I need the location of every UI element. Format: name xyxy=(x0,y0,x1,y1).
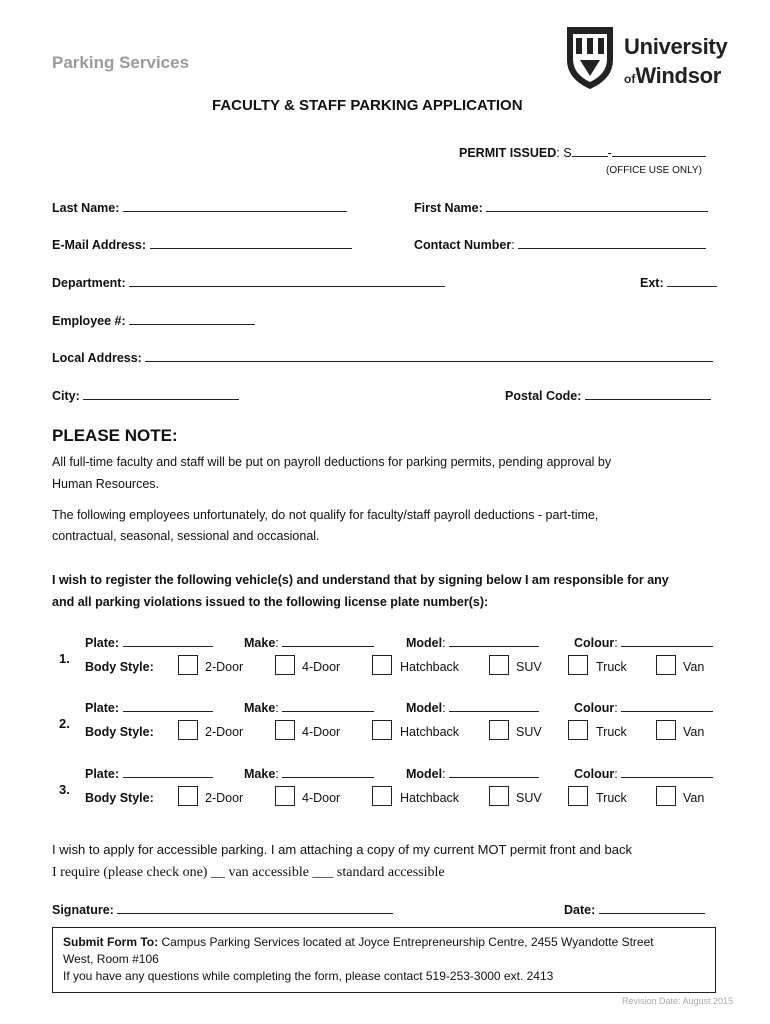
submit-line3: If you have any questions while completing the form, please contact 519-253-3000 ext. 2413 xyxy=(63,969,554,983)
first-name-row xyxy=(414,199,708,215)
make-label: Make xyxy=(244,636,276,650)
plate-row xyxy=(85,765,213,781)
email-field[interactable] xyxy=(150,236,352,249)
model-field[interactable] xyxy=(449,634,539,647)
signature-field[interactable] xyxy=(117,901,393,914)
last-name-label: Last Name: xyxy=(52,201,120,215)
university-of: of xyxy=(624,72,636,86)
permit-issued xyxy=(459,144,706,160)
model-label: Model xyxy=(406,636,443,650)
body-style-option: 2-Door xyxy=(205,791,244,805)
city-field[interactable] xyxy=(83,387,239,400)
body-style-checkbox[interactable] xyxy=(275,786,295,806)
local-address-field[interactable] xyxy=(145,349,713,362)
university-logo xyxy=(566,26,742,92)
make-row xyxy=(244,765,374,781)
first-name-label: First Name: xyxy=(414,201,483,215)
body-style-option: Truck xyxy=(596,660,627,674)
local-address-row xyxy=(52,349,713,365)
colour-label: Colour xyxy=(574,636,615,650)
body-style-checkbox[interactable] xyxy=(178,720,198,740)
body-style-option: Hatchback xyxy=(400,660,460,674)
colour-label: Colour xyxy=(574,767,615,781)
body-style-checkbox[interactable] xyxy=(372,720,392,740)
plate-field[interactable] xyxy=(123,699,213,712)
city-label: City: xyxy=(52,389,80,403)
vehicle-number: 1. xyxy=(59,651,70,666)
plate-label: Plate: xyxy=(85,636,120,650)
permit-field-2[interactable] xyxy=(612,144,706,157)
form-title: FACULTY & STAFF PARKING APPLICATION xyxy=(212,97,523,114)
employee-field[interactable] xyxy=(129,312,255,325)
body-style-checkbox[interactable] xyxy=(568,720,588,740)
body-style-option: Hatchback xyxy=(400,791,460,805)
permit-label: PERMIT ISSUED xyxy=(459,146,557,160)
make-label: Make xyxy=(244,767,276,781)
please-note-heading: PLEASE NOTE: xyxy=(52,426,178,445)
plate-label: Plate: xyxy=(85,701,120,715)
register-line2: and all parking violations issued to the following license plate number(s): xyxy=(52,595,489,609)
permit-sep: - xyxy=(607,146,612,160)
email-row xyxy=(52,236,352,252)
body-style-label: Body Style: xyxy=(85,791,154,805)
first-name-field[interactable] xyxy=(486,199,708,212)
email-label: E-Mail Address: xyxy=(52,238,147,252)
model-field[interactable] xyxy=(449,699,539,712)
signature-label: Signature: xyxy=(52,903,114,917)
university-line2 xyxy=(624,63,721,89)
department-label: Department: xyxy=(52,276,126,290)
last-name-row xyxy=(52,199,347,215)
body-style-option: Van xyxy=(683,791,705,805)
make-label: Make xyxy=(244,701,276,715)
submit-line2: West, Room #106 xyxy=(63,952,159,966)
body-style-checkbox[interactable] xyxy=(372,655,392,675)
body-style-checkbox[interactable] xyxy=(275,655,295,675)
plate-field[interactable] xyxy=(123,765,213,778)
body-style-option: SUV xyxy=(516,791,542,805)
model-label: Model xyxy=(406,767,443,781)
contact-colon: : xyxy=(511,238,515,252)
submit-label: Submit Form To: xyxy=(63,935,159,949)
make-colon: : xyxy=(275,767,279,781)
plate-field[interactable] xyxy=(123,634,213,647)
contact-label: Contact Number xyxy=(414,238,512,252)
submit-line1 xyxy=(63,934,705,951)
model-field[interactable] xyxy=(449,765,539,778)
model-colon: : xyxy=(442,701,446,715)
colour-field[interactable] xyxy=(621,765,713,778)
body-style-label: Body Style: xyxy=(85,660,154,674)
note-para2-line1: The following employees unfortunately, do not qualify for faculty/staff payroll deductions - part-time, xyxy=(52,508,599,522)
body-style-option: Van xyxy=(683,660,705,674)
body-style-option: 2-Door xyxy=(205,725,244,739)
body-style-option: SUV xyxy=(516,725,542,739)
body-style-option: SUV xyxy=(516,660,542,674)
date-field[interactable] xyxy=(599,901,705,914)
body-style-label: Body Style: xyxy=(85,725,154,739)
signature-row xyxy=(52,901,393,917)
body-style-option: Van xyxy=(683,725,705,739)
ext-field[interactable] xyxy=(667,274,717,287)
model-label: Model xyxy=(406,701,443,715)
make-field[interactable] xyxy=(282,699,374,712)
submit-box xyxy=(52,927,716,993)
model-row xyxy=(406,765,539,781)
ext-label: Ext: xyxy=(640,276,664,290)
note-para2-line2: contractual, seasonal, sessional and occasional. xyxy=(52,529,320,543)
employee-label: Employee #: xyxy=(52,314,126,328)
colour-colon: : xyxy=(614,701,618,715)
accessible-line2: I require (please check one) __ van accessible ___ standard accessible xyxy=(52,865,445,880)
colour-field[interactable] xyxy=(621,699,713,712)
colour-row xyxy=(574,699,713,715)
office-use-note: (OFFICE USE ONLY) xyxy=(606,165,702,176)
university-line1: University xyxy=(624,34,728,59)
department-row xyxy=(52,274,445,290)
body-style-option: 4-Door xyxy=(302,660,341,674)
body-style-option: Hatchback xyxy=(400,725,460,739)
submit-text1: Campus Parking Services located at Joyce Entrepreneurship Centre, 2455 Wyandotte Street xyxy=(158,935,654,949)
body-style-checkbox[interactable] xyxy=(489,655,509,675)
note-para1-line2: Human Resources. xyxy=(52,477,159,491)
body-style-checkbox[interactable] xyxy=(568,655,588,675)
make-colon: : xyxy=(275,701,279,715)
permit-prefix: : S xyxy=(556,146,572,160)
body-style-checkbox[interactable] xyxy=(489,720,509,740)
body-style-checkbox[interactable] xyxy=(178,786,198,806)
colour-label: Colour xyxy=(574,701,615,715)
colour-colon: : xyxy=(614,636,618,650)
colour-row xyxy=(574,634,713,650)
body-style-checkbox[interactable] xyxy=(489,786,509,806)
permit-field-1[interactable] xyxy=(572,144,608,157)
contact-field[interactable] xyxy=(518,236,706,249)
body-style-option: Truck xyxy=(596,791,627,805)
body-style-checkbox[interactable] xyxy=(372,786,392,806)
ext-row xyxy=(640,274,717,290)
colour-colon: : xyxy=(614,767,618,781)
make-field[interactable] xyxy=(282,765,374,778)
plate-row xyxy=(85,699,213,715)
body-style-option: 4-Door xyxy=(302,725,341,739)
body-style-checkbox[interactable] xyxy=(656,720,676,740)
make-row xyxy=(244,634,374,650)
date-label: Date: xyxy=(564,903,596,917)
postal-field[interactable] xyxy=(585,387,711,400)
university-windsor: Windsor xyxy=(635,63,722,88)
body-style-checkbox[interactable] xyxy=(656,786,676,806)
plate-label: Plate: xyxy=(85,767,120,781)
local-address-label: Local Address: xyxy=(52,351,142,365)
vehicle-number: 3. xyxy=(59,782,70,797)
postal-row xyxy=(505,387,711,403)
city-row xyxy=(52,387,239,403)
date-row xyxy=(564,901,705,917)
plate-row xyxy=(85,634,213,650)
note-para1-line1: All full-time faculty and staff will be put on payroll deductions for parking permits, pending approval by xyxy=(52,455,612,469)
model-colon: : xyxy=(442,636,446,650)
body-style-option: 4-Door xyxy=(302,791,341,805)
body-style-checkbox[interactable] xyxy=(656,655,676,675)
body-style-option: Truck xyxy=(596,725,627,739)
make-colon: : xyxy=(275,636,279,650)
model-row xyxy=(406,634,539,650)
body-style-checkbox[interactable] xyxy=(275,720,295,740)
model-colon: : xyxy=(442,767,446,781)
body-style-option: 2-Door xyxy=(205,660,244,674)
body-style-checkbox[interactable] xyxy=(178,655,198,675)
employee-row xyxy=(52,312,255,328)
make-row xyxy=(244,699,374,715)
contact-row xyxy=(414,236,706,252)
postal-label: Postal Code: xyxy=(505,389,582,403)
last-name-field[interactable] xyxy=(123,199,347,212)
make-field[interactable] xyxy=(282,634,374,647)
colour-row xyxy=(574,765,713,781)
body-style-checkbox[interactable] xyxy=(568,786,588,806)
department-name: Parking Services xyxy=(52,53,190,72)
vehicle-number: 2. xyxy=(59,716,70,731)
register-line1: I wish to register the following vehicle(s) and understand that by signing below I am responsible for any xyxy=(52,573,669,587)
colour-field[interactable] xyxy=(621,634,713,647)
model-row xyxy=(406,699,539,715)
revision-date: Revision Date: August 2015 xyxy=(622,996,734,1006)
accessible-line1: I wish to apply for accessible parking. I am attaching a copy of my current MOT permit front and back xyxy=(52,842,632,857)
department-field[interactable] xyxy=(129,274,445,287)
shield-icon xyxy=(566,26,614,90)
